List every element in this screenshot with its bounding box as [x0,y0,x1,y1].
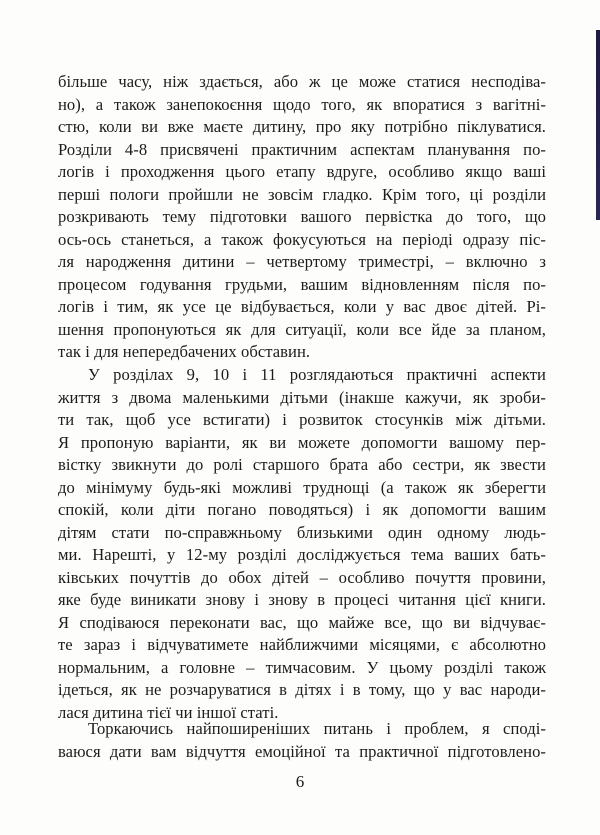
text-line: ти так, щоб усе встигати) і розвиток стосунків між дітьми. [58,410,546,429]
text-line: життя з двома маленькими дітьми (інакше кажучи, як зроби- [58,387,546,407]
page-number: 6 [295,772,305,791]
text-line: до мінімуму будь-які можливі труднощі (а також як зберегти [58,477,546,497]
text-line: вістку звикнути до ролі старшого брата або сестри, як звести [58,455,546,474]
text-line: логів і тим, як усе це відбувається, коли у вас двоє дітей. Рі- [58,297,546,316]
text-line: но), а також занепокоєння щодо того, як впоратися з вагітні- [58,94,546,114]
paragraph-3 [58,718,546,763]
text-line: лася дитина тієї чи іншої статі. [58,702,279,722]
text-line: Я сподіваюся переконати вас, що майже все, що ви відчуває- [58,612,546,632]
text-line: ля народження дитини – четвертому триместрі, – включно з [58,252,546,271]
text-line: логів і проходження цього етапу вдруге, особливо якщо ваші [58,162,546,181]
text-line: дітям стати по-справжньому близькими один одному людь- [58,522,546,542]
text-line: яке буде виникати знову і знову в процесі читання цієї книги. [58,590,546,609]
paragraph-1 [58,71,546,364]
text-line: розкривають тему підготовки вашого первістка до того, що [58,207,546,226]
text-line: перші пологи пройшли не зовсім гладко. Крім того, ці розділи [58,184,546,204]
text-line: Торкаючись найпоширеніших питань і проблем, я сподi- [88,719,546,738]
text-line: шення пропонуються як для ситуації, коли все йде за планом, [58,319,546,339]
text-line: ківських почуттів до обох дітей – особливо почуття провини, [58,567,546,587]
text-line: те зараз і відчуватимете найближчими місяцями, є абсолютно [58,635,546,654]
text-line: Розділи 4-8 присвячені практичним аспектам планування по- [58,139,546,159]
text-line: ми. Нарешті, у 12-му розділі досліджується тема ваших бать- [58,545,546,564]
page-edge-mark [596,30,600,220]
paragraph-2 [58,364,546,724]
text-line: Я пропоную варіанти, як ви можете допомогти вашому пер- [58,432,546,452]
text-line: так і для непередбачених обставин. [58,342,311,361]
text-line: нормальним, а головне – тимчасовим. У цьому розділі також [58,657,546,677]
text-line: ваюся дати вам відчуття емоційної та практичної підготовлено- [58,741,546,761]
text-line: У розділах 9, 10 і 11 розглядаються практичні аспекти [88,365,546,384]
text-line: процесом годування грудьми, вашим відновленням після по- [58,274,546,294]
text-line: більше часу, ніж здається, або ж це може статися несподіва- [58,72,546,91]
text-line: стю, коли ви вже маєте дитину, про яку потрібно піклуватися. [58,117,546,136]
text-line: спокій, коли діти погано поводяться) і як допомогти вашим [58,500,546,519]
text-line: ось-ось станеться, а також фокусуються на періоді одразу піс- [58,229,546,249]
text-line: ідеться, як не розчаруватися в дітях і в тому, що у вас народи- [58,680,546,699]
